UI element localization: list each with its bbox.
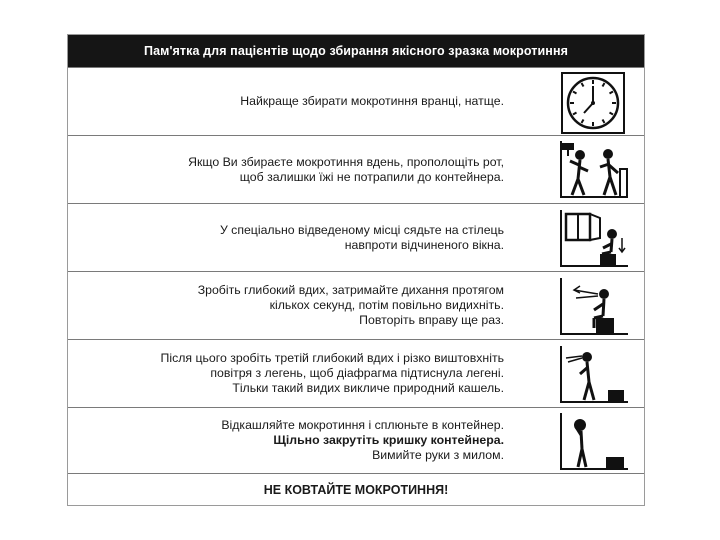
step-line: Якщо Ви збираєте мокротиння вдень, прополощіть рот, xyxy=(188,154,504,169)
step-line: Зробіть глибокий вдих, затримайте дихання протягом xyxy=(197,283,504,297)
step-line: кількох секунд, потім повільно видихніть. xyxy=(269,298,504,312)
cough-icon xyxy=(556,344,630,406)
step-line: Тільки такий видих викличе природний кашель. xyxy=(232,381,504,395)
step-row-2 xyxy=(68,135,644,203)
memo-title: Пам'ятка для пацієнтів щодо збирання якісного зразка мокротиння xyxy=(68,35,644,67)
step-text-5 xyxy=(84,340,504,407)
step-line: Повторіть вправу ще раз. xyxy=(359,313,504,327)
step-text-1 xyxy=(84,68,504,135)
step-line: Після цього зробіть третій глибокий вдих і різко виштовхніть xyxy=(160,351,504,365)
step-line: Відкашляйте мокротиння і сплюньте в контейнер. xyxy=(221,418,504,432)
step-line: навпроти відчиненого вікна. xyxy=(344,237,504,252)
step-text-4 xyxy=(84,272,504,339)
sit-by-window-icon xyxy=(556,208,630,270)
step-line: У спеціально відведеному місці сядьте на стілець xyxy=(219,222,504,237)
step-line: Найкраще збирати мокротиння вранці, натще. xyxy=(240,94,504,108)
step-row-6 xyxy=(68,407,644,473)
step-text-6 xyxy=(84,408,504,473)
deep-breath-icon xyxy=(556,276,630,338)
step-line: Вимийте руки з милом. xyxy=(372,448,504,462)
step-line: повітря з легень, щоб діафрагма підтиснула легені. xyxy=(210,366,504,380)
rinse-mouth-icon xyxy=(556,139,630,201)
warning-footer: НЕ КОВТАЙТЕ МОКРОТИННЯ! xyxy=(68,473,644,506)
step-row-3 xyxy=(68,203,644,271)
step-text-2 xyxy=(84,136,504,203)
clock-icon xyxy=(556,72,630,134)
step-row-1 xyxy=(68,67,644,135)
memo-sheet xyxy=(67,34,645,506)
step-row-5 xyxy=(68,339,644,407)
step-text-3 xyxy=(84,204,504,271)
step-row-4 xyxy=(68,271,644,339)
spit-container-icon xyxy=(556,411,630,473)
step-line-emphasis: Щільно закрутіть кришку контейнера. xyxy=(273,433,504,447)
step-line: щоб залишки їжі не потрапили до контейнера. xyxy=(239,169,504,184)
